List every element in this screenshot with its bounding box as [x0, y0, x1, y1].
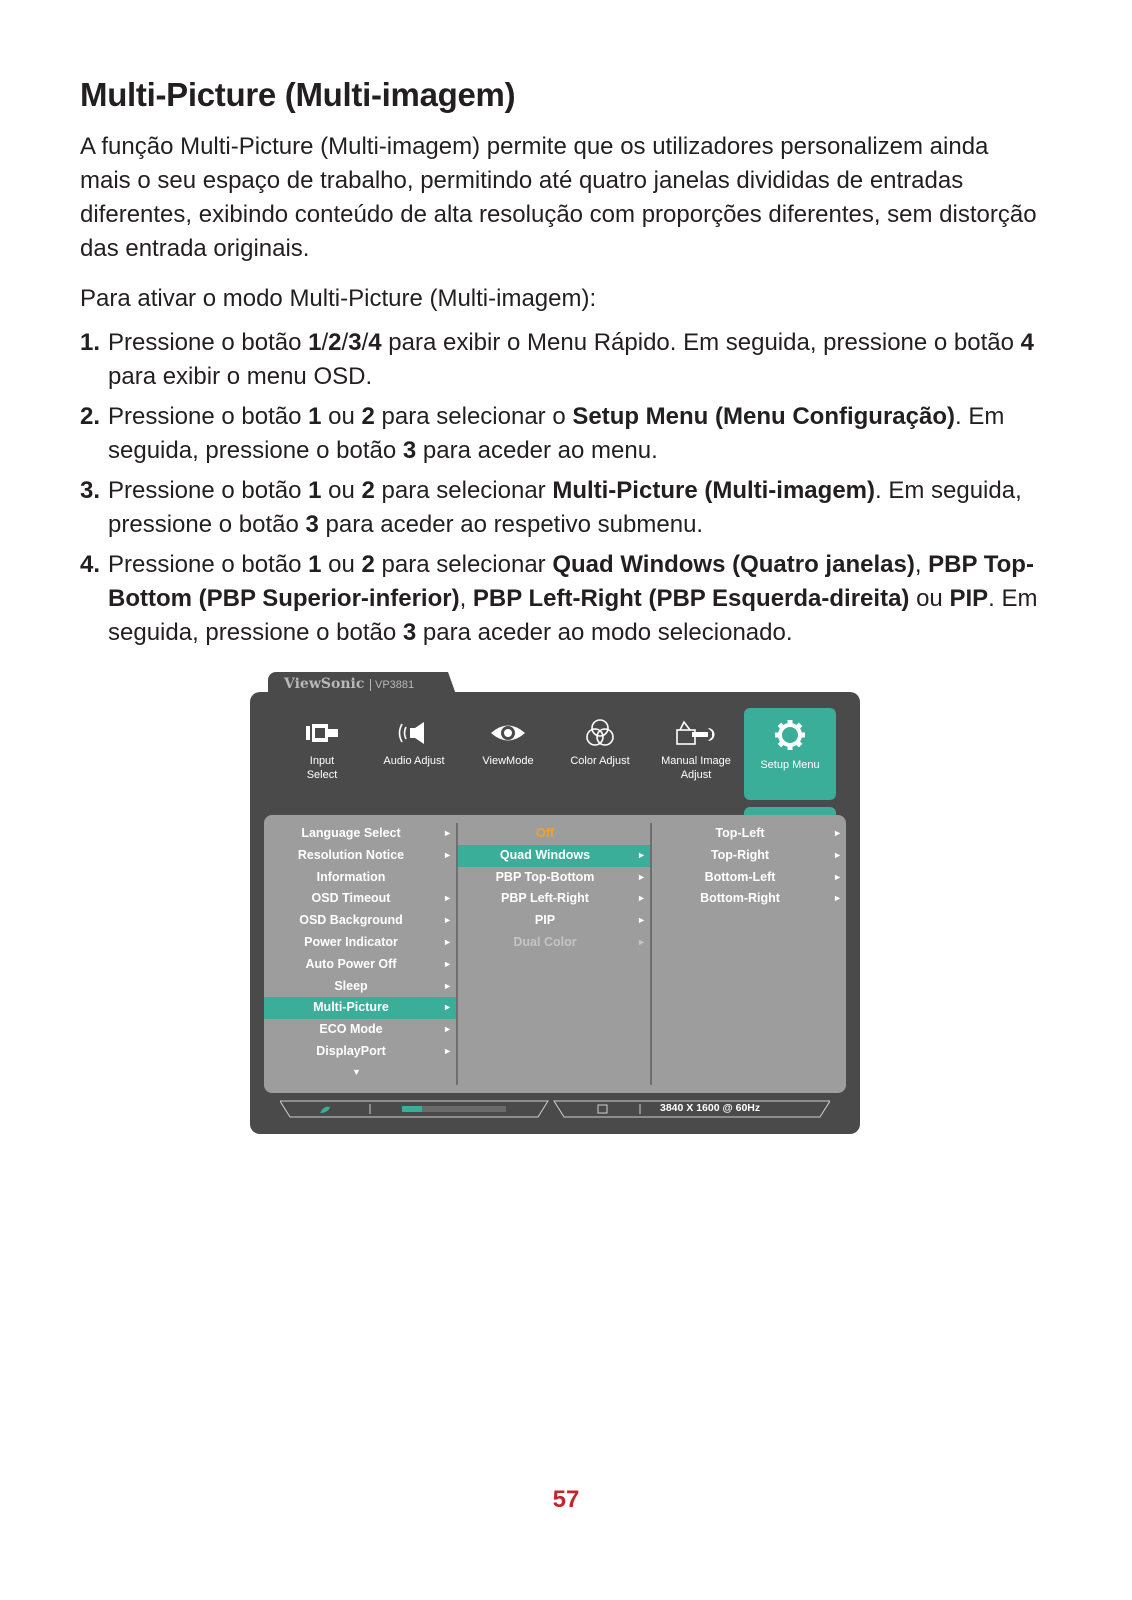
steps-list — [80, 326, 1040, 656]
option-bottom-right[interactable]: Bottom-Right ► — [700, 891, 842, 906]
osd-top-tabs — [250, 708, 860, 808]
step-4: 4. Pressione o botão 1 ou 2 para selecionar Quad Windows (Quatro janelas), PBP Top-Bottom (PBP Superior-inferior), PBP Left-Right (PBP Esquerda-direita) ou PIP. Em seguida, pressione o botão 3 para aceder ao modo selecionado. — [80, 551, 1038, 646]
page-title: Multi-Picture (Multi-imagem) — [80, 76, 516, 113]
option-dual-color[interactable]: Dual Color ► — [513, 934, 646, 949]
osd-brand: ViewSonic — [284, 676, 365, 692]
scroll-down-icon[interactable]: ▼ — [352, 1067, 361, 1077]
menu-item-multi-picture[interactable]: Multi-Picture ► — [264, 997, 456, 1019]
menu-item-resolution-notice[interactable]: Resolution Notice ► — [297, 847, 452, 862]
osd-status-bar — [280, 1100, 830, 1118]
lead-paragraph: Para ativar o modo Multi-Picture (Multi-imagem): — [80, 285, 597, 312]
osd-menu-screenshot — [250, 672, 860, 1134]
menu-item-eco-mode[interactable]: ECO Mode ► — [319, 1022, 452, 1037]
step-2: 2. Pressione o botão 1 ou 2 para selecionar o Setup Menu (Menu Configuração). Em seguida, pressione o botão 3 para aceder ao menu. — [80, 403, 1005, 464]
setup-menu-column — [264, 823, 456, 1063]
eco-leaf-icon — [320, 1107, 330, 1113]
menu-item-language-select[interactable]: Language Select ► — [301, 826, 452, 840]
intro-paragraph: A função Multi-Picture (Multi-imagem) permite que os utilizadores personalizem ainda mais o seu espaço de trabalho, permitindo até quatro janelas divididas de entradas diferentes, exibindo conteúdo de alta resolução com proporções diferentes, sem distorção das entrada originais. — [80, 133, 1037, 262]
option-pip[interactable]: PIP ► — [534, 913, 646, 928]
step-1: 1. Pressione o botão 1/2/3/4 para exibir o Menu Rápido. Em seguida, pressione o botão 4 para exibir o menu OSD. — [80, 329, 1034, 390]
option-pbp-left-right[interactable]: PBP Left-Right ► — [501, 891, 646, 906]
page-number: 57 — [552, 1486, 580, 1513]
wrench-icon — [674, 718, 718, 748]
color-circles-icon — [580, 718, 620, 748]
step-3: 3. Pressione o botão 1 ou 2 para selecionar Multi-Picture (Multi-imagem). Em seguida, pressione o botão 3 para aceder ao respetivo submenu. — [80, 477, 1022, 538]
speaker-icon — [394, 718, 434, 748]
tab-input-select[interactable]: Input Select — [276, 708, 368, 800]
resolution-readout: 3840 X 1600 @ 60Hz — [660, 1102, 761, 1114]
quad-windows-column — [652, 823, 846, 910]
menu-item-auto-power-off[interactable]: Auto Power Off ► — [305, 956, 452, 971]
menu-item-sleep[interactable]: Sleep ► — [334, 978, 452, 993]
option-bottom-left[interactable]: Bottom-Left ► — [704, 869, 842, 884]
tab-setup-menu[interactable]: Setup Menu — [744, 708, 836, 800]
menu-item-osd-background[interactable]: OSD Background ► — [299, 913, 452, 928]
brightness-level-bar — [402, 1106, 506, 1112]
input-signal-icon — [598, 1105, 607, 1113]
eye-icon — [488, 718, 528, 748]
tab-color-adjust[interactable]: Color Adjust — [554, 708, 646, 800]
option-top-right[interactable]: Top-Right ► — [710, 847, 842, 862]
menu-item-displayport[interactable]: DisplayPort ► — [316, 1043, 452, 1058]
tab-audio-adjust[interactable]: Audio Adjust — [368, 708, 460, 800]
osd-model: VP3881 — [370, 679, 414, 691]
menu-item-power-indicator[interactable]: Power Indicator ► — [304, 934, 452, 949]
multi-picture-column — [458, 823, 650, 954]
option-pbp-top-bottom[interactable]: PBP Top-Bottom ► — [495, 869, 646, 884]
osd-menu-panel — [264, 815, 846, 1093]
menu-item-information[interactable]: Information — [316, 869, 386, 884]
gear-icon — [770, 718, 810, 752]
tab-manual-image-adjust[interactable]: Manual Image Adjust — [650, 708, 742, 800]
option-quad-windows[interactable]: Quad Windows ► — [458, 845, 650, 867]
option-off[interactable]: Off — [535, 826, 555, 840]
tab-viewmode[interactable]: ViewMode — [462, 708, 554, 800]
option-top-left[interactable]: Top-Left ► — [715, 826, 842, 840]
active-tab-indicator — [744, 807, 836, 815]
input-select-icon — [302, 718, 342, 748]
menu-item-osd-timeout[interactable]: OSD Timeout ► — [311, 891, 452, 906]
